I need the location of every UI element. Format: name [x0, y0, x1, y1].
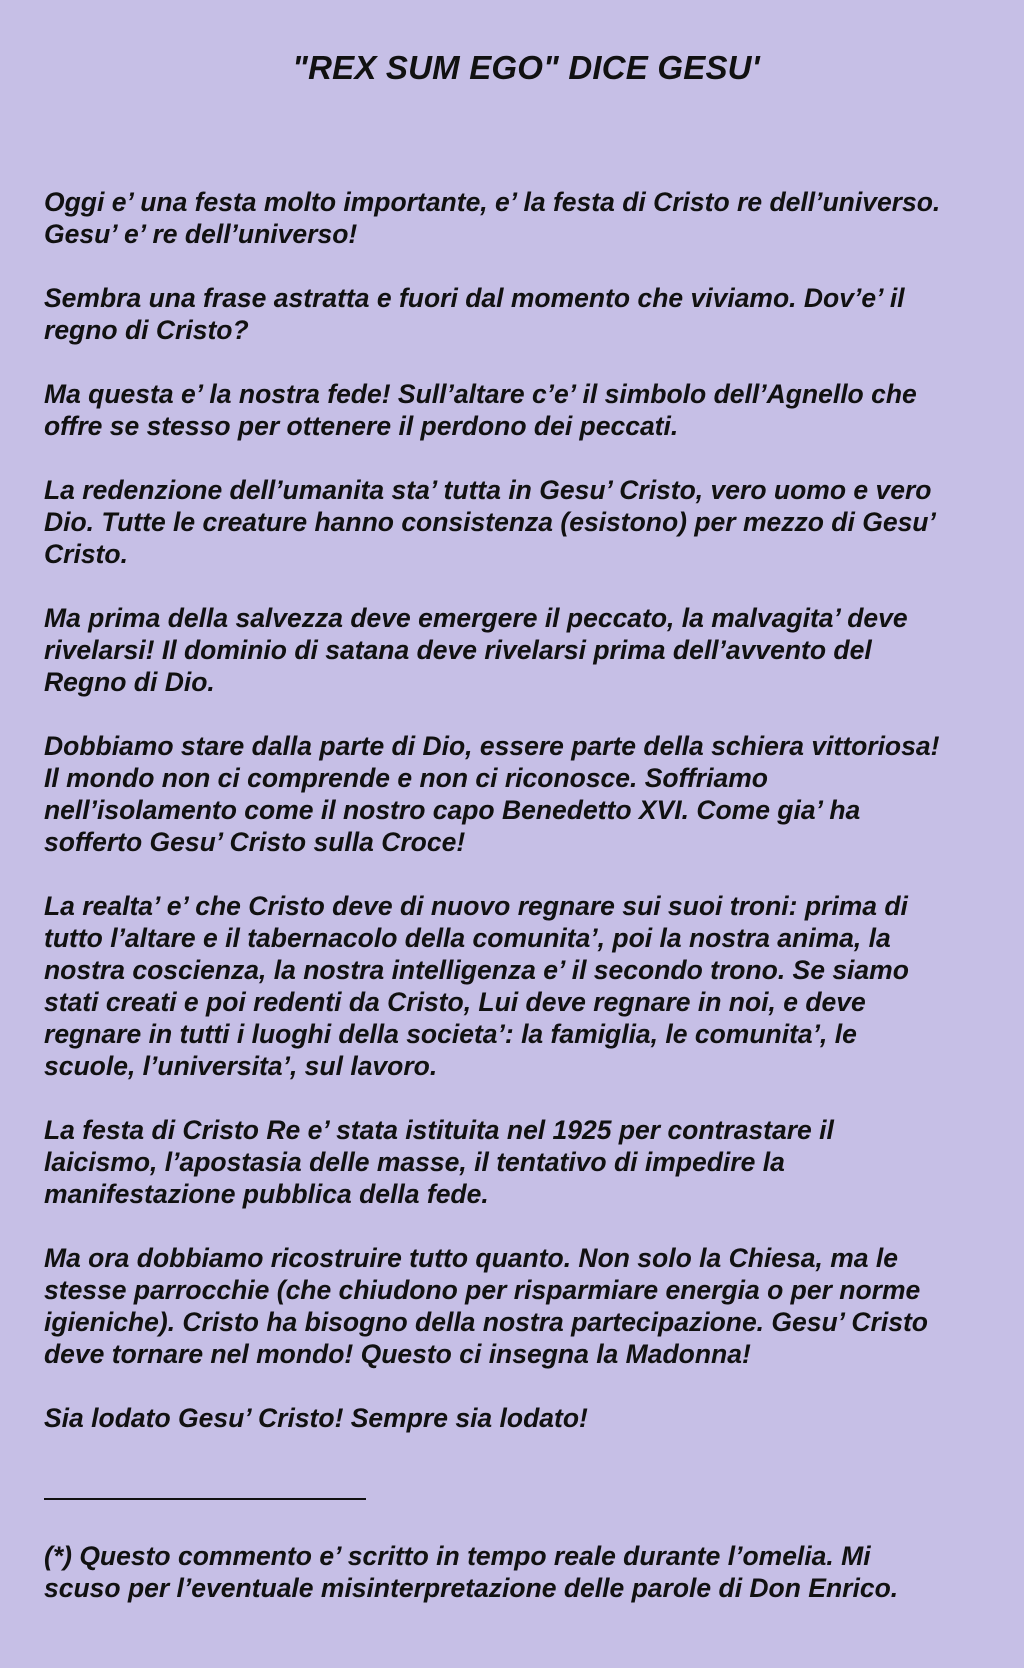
text-line: Il mondo non ci comprende e non ci riconosce. Soffriamo: [44, 763, 768, 793]
paragraph-6: [44, 730, 1008, 858]
paragraph-2: [44, 282, 1008, 346]
text-line: offre se stesso per ottenere il perdono dei peccati.: [44, 411, 679, 441]
paragraph-3: [44, 378, 1008, 442]
text-line: La festa di Cristo Re e’ stata istituita nel 1925 per contrastare il: [44, 1115, 834, 1145]
paragraph-8: [44, 1114, 1008, 1210]
text-line: scuole, l’universita’, sul lavoro.: [44, 1051, 438, 1081]
text-line: nell’isolamento come il nostro capo Benedetto XVI. Come gia’ ha: [44, 795, 861, 825]
footnote: [44, 1540, 1008, 1604]
text-line: regno di Cristo?: [44, 315, 249, 345]
text-line: igieniche). Cristo ha bisogno della nostra partecipazione. Gesu’ Cristo: [44, 1307, 928, 1337]
text-line: Ma prima della salvezza deve emergere il peccato, la malvagita’ deve: [44, 603, 908, 633]
text-line: sofferto Gesu’ Cristo sulla Croce!: [44, 827, 466, 857]
text-line: stati creati e poi redenti da Cristo, Lui deve regnare in noi, e deve: [44, 987, 866, 1017]
footnote-line: scuso per l’eventuale misinterpretazione delle parole di Don Enrico.: [44, 1573, 899, 1603]
text-line: Ma questa e’ la nostra fede! Sull’altare c’e’ il simbolo dell’Agnello che: [44, 379, 917, 409]
footnote-divider: [44, 1498, 366, 1500]
paragraph-5: [44, 602, 1008, 698]
paragraph-9: [44, 1242, 1008, 1370]
text-line: deve tornare nel mondo! Questo ci insegna la Madonna!: [44, 1339, 751, 1369]
paragraph-4: [44, 474, 1008, 570]
text-line: manifestazione pubblica della fede.: [44, 1179, 489, 1209]
text-line: Sia lodato Gesu’ Cristo! Sempre sia lodato!: [44, 1403, 588, 1433]
text-line: laicismo, l’apostasia delle masse, il tentativo di impedire la: [44, 1147, 785, 1177]
text-line: Cristo.: [44, 539, 128, 569]
text-line: Sembra una frase astratta e fuori dal momento che viviamo. Dov’e’ il: [44, 283, 905, 313]
text-line: regnare in tutti i luoghi della societa’: la famiglia, le comunita’, le: [44, 1019, 857, 1049]
text-line: Gesu’ e’ re dell’universo!: [44, 219, 358, 249]
text-line: Oggi e’ una festa molto importante, e’ la festa di Cristo re dell’universo.: [44, 187, 941, 217]
paragraph-10: [44, 1402, 1008, 1434]
page-title: "REX SUM EGO" DICE GESU': [292, 49, 760, 86]
text-line: Dio. Tutte le creature hanno consistenza (esistono) per mezzo di Gesu’: [44, 507, 936, 537]
text-line: Ma ora dobbiamo ricostruire tutto quanto. Non solo la Chiesa, ma le: [44, 1243, 898, 1273]
document-body: [44, 186, 1008, 1434]
paragraph-1: [44, 186, 1008, 250]
text-line: stesse parrocchie (che chiudono per risparmiare energia o per norme: [44, 1275, 921, 1305]
text-line: rivelarsi! Il dominio di satana deve rivelarsi prima dell’avvento del: [44, 635, 872, 665]
text-line: tutto l’altare e il tabernacolo della comunita’, poi la nostra anima, la: [44, 923, 891, 953]
text-line: Dobbiamo stare dalla parte di Dio, essere parte della schiera vittoriosa!: [44, 731, 940, 761]
text-line: La realta’ e’ che Cristo deve di nuovo regnare sui suoi troni: prima di: [44, 891, 908, 921]
text-line: La redenzione dell’umanita sta’ tutta in Gesu’ Cristo, vero uomo e vero: [44, 475, 932, 505]
text-line: nostra coscienza, la nostra intelligenza e’ il secondo trono. Se siamo: [44, 955, 909, 985]
text-line: Regno di Dio.: [44, 667, 215, 697]
paragraph-7: [44, 890, 1008, 1082]
footnote-line: (*) Questo commento e’ scritto in tempo reale durante l’omelia. Mi: [44, 1541, 871, 1571]
